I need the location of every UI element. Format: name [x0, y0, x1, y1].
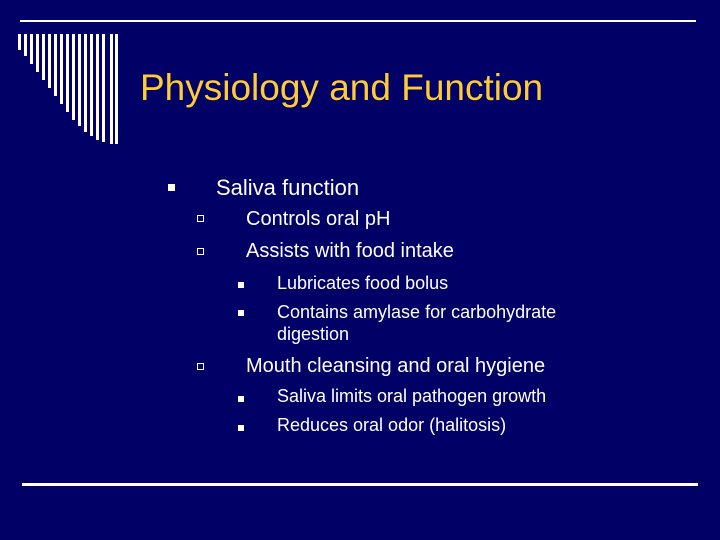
bullet-square-icon: [238, 425, 244, 431]
bullet-assists-food: Assists with food intake: [246, 240, 454, 262]
bullet-square-icon: [238, 310, 244, 316]
bullet-reduces-odor: Reduces oral odor (halitosis): [277, 415, 507, 435]
slide-title: Physiology and Function: [140, 67, 544, 108]
bullet-amylase-line2: digestion: [277, 324, 350, 344]
bottom-rule: [22, 483, 698, 486]
bullet-hollow-square-icon: [197, 248, 204, 255]
bullet-square-icon: [238, 396, 244, 402]
bullet-controls-ph: Controls oral pH: [246, 208, 391, 230]
bullet-hollow-square-icon: [197, 363, 204, 370]
bullet-amylase-line1: Contains amylase for carbohydrate: [277, 302, 557, 322]
top-rule: [20, 20, 696, 22]
bullet-saliva-function: Saliva function: [216, 175, 360, 200]
bullet-square-icon: [238, 282, 244, 288]
bullet-mouth-cleansing: Mouth cleansing and oral hygiene: [246, 355, 546, 377]
bullet-hollow-square-icon: [197, 215, 204, 222]
decorative-bars: [18, 34, 118, 144]
bullet-square-icon: [168, 184, 175, 191]
bullet-saliva-limits: Saliva limits oral pathogen growth: [277, 386, 547, 406]
bullet-lubricates: Lubricates food bolus: [277, 273, 449, 293]
